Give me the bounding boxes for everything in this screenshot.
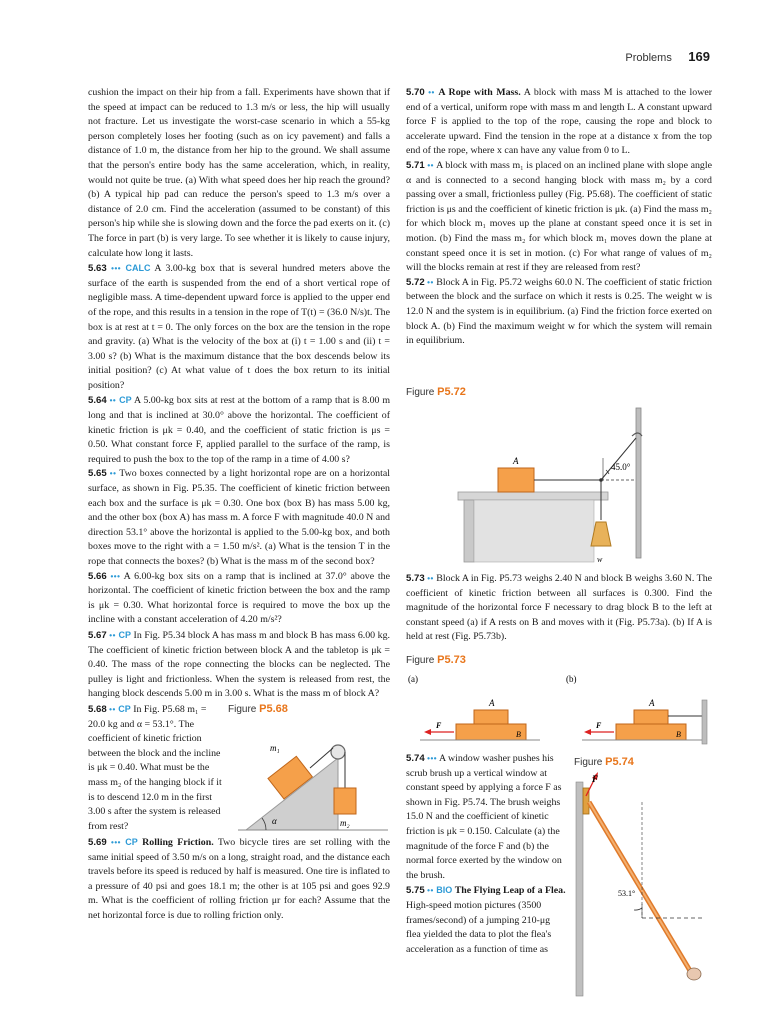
problem-tag: CP: [119, 395, 132, 406]
right-column: [406, 86, 712, 349]
label-b: B: [676, 730, 681, 739]
problem-text: A 6.00-kg box sits on a ramp that is inclined at 37.0° above the horizontal. The coefficient of kinetic friction between the box and the ramp is μk = 0.30. What horizontal force is required to move the box up the incline with a constant acceleration of 4.20 m/s²?: [88, 570, 390, 626]
problem-5-73: [406, 572, 712, 645]
difficulty-dots: ••: [427, 574, 434, 583]
problem-tag: CP: [125, 836, 138, 847]
label-angle: 45.0°: [611, 462, 631, 472]
problem-text: Block A in Fig. P5.73 weighs 2.40 N and block B weighs 3.60 N. The coefficient of kinetic friction between all surfaces is 0.300. Find the magnitude of the horizontal force F necessary to drag block B to the left at constant speed (a) if A rests on B and moves with it (Fig. P5.73a). (b) If A is held at rest (Fig. P5.73b).: [406, 573, 713, 643]
problem-number: 5.64: [88, 395, 107, 407]
problem-5-71: [406, 159, 712, 276]
problem-number: 5.71: [406, 159, 425, 171]
label-w: w: [597, 555, 603, 564]
problem-5-75: [406, 883, 566, 957]
difficulty-dots: ••: [109, 704, 116, 714]
difficulty-dots: ••: [109, 469, 117, 479]
problem-title: Rolling Friction.: [142, 836, 214, 848]
incline-pulley-diagram: [228, 718, 390, 836]
page-header: [625, 48, 710, 66]
right-column-lower: [406, 572, 712, 645]
problem-5-66: [88, 570, 390, 628]
problem-text: In Fig. P5.34 block A has mass m and block B has mass 6.00 kg. The coefficient of kinetic friction between block A and the tabletop is μk = 0.40. The mass of the rope connecting the blocks can be neglected. The pulley is light and frictionless. When the system is released from rest, the hanging block descends 5.00 m in 3.00 s. What is the mass m of block A?: [88, 629, 391, 700]
problem-number: 5.66: [88, 570, 107, 582]
difficulty-dots: •••: [111, 837, 121, 847]
block-table-weight-diagram: [406, 398, 712, 574]
problem-text: High-speed motion pictures (3500 frames/second) of a jumping 210-μg flea yielded the data to plot the flea's acceleration as a function of time as: [406, 899, 552, 955]
problem-5-64: [88, 393, 390, 467]
label-a: A: [649, 698, 655, 708]
label-angle: 53.1°: [618, 889, 636, 898]
figure-p5-74: [574, 756, 714, 1003]
problem-number: 5.68: [88, 703, 107, 715]
problem-title: The Flying Leap of a Flea.: [454, 885, 566, 897]
problem-text: A window washer pushes his scrub brush up a vertical window at constant speed by applying a force F as shown in Fig. P5.74. The brush weighs 15.0 N and the coefficient of kinetic friction is μk = 0.150. Calculate (a) the magnitude of the force F and (b) the normal force exerted by the window on the brush.: [406, 753, 562, 881]
problem-number: 5.75: [406, 885, 425, 897]
problem-text: Two boxes connected by a light horizontal rope are on a horizontal surface, as shown in Fig. P5.35. The coefficient of kinetic friction between each box and the surface is μk = 0.30. One box (box B) has mass 5.00 kg, and the other box (box A) has mass m. A force F with magnitude 40.0 N and direction 53.1° above the horizontal is applied to the 5.00-kg box, and both boxes move to the right with a = 1.50 m/s². (a) What is the tension T in the rope that connects the boxes? (b) What is the mass m of the second box?: [88, 468, 390, 567]
difficulty-dots: ••: [427, 886, 434, 896]
header-title: Problems: [625, 52, 672, 64]
label-a: A: [513, 456, 519, 466]
difficulty-dots: ••: [109, 396, 117, 406]
problem-tag: CP: [118, 629, 131, 640]
problem-tag: CP: [118, 703, 131, 714]
figure-label: Figure P5.74: [574, 756, 634, 768]
problem-number: 5.72: [406, 276, 425, 288]
problem-number: 5.65: [88, 468, 107, 480]
difficulty-dots: ••: [427, 160, 434, 170]
label-b: B: [516, 730, 521, 739]
problem-number: 5.63: [88, 263, 107, 275]
problem-text: A block with mass M is attached to the lower end of a vertical, uniform rope with mass m and length L. A constant upward force F is applied to the top of the rope, causing the rope and block to accelerate upward. Find the tension in the rope at a distance x from the top end of the rope, where x can have any value from 0 to L.: [406, 87, 713, 157]
problem-text: Two bicycle tires are set rolling with the same initial speed of 3.50 m/s on a long, straight road, and the distance each travels before its speed is reduced by half is measured. One tire is inflated to a pressure of 40 psi and goes 18.1 m; the other is at 105 psi and goes 92.9 m. What is the coefficient of rolling friction μr for each? Assume that the net horizontal force is due to rolling friction only.: [88, 836, 391, 921]
problem-text: In Fig. P5.68 m₁ = 20.0 kg and α = 53.1°. The coefficient of kinetic friction between the block and the incline is μk = 0.40. What must be the mass m₂ of the hanging block if it is to descend 12.0 m in the first 3.00 s after the system is released from rest?: [88, 703, 222, 832]
label-f: F: [592, 774, 599, 784]
window-brush-diagram: [574, 768, 714, 998]
figure-p5-73: [406, 654, 712, 763]
left-column: [88, 86, 390, 924]
label-a: A: [489, 698, 495, 708]
problem-text: A 3.00-kg box that is several hundred meters above the surface of the earth is suspended from the end of a short vertical rope of negligible mass. A time-dependent upward force is applied to the upper end of the rope, and this results in a tension in the rope of T(t) = (36.0 N/s)t. The box is at rest at t = 0. The only forces on the box are the tension in the rope and gravity. (a) What is the velocity of the box at (i) t = 1.00 s and (ii) t = 3.00 s? (b) What is the maximum distance that the box descends below its initial position? (c) At what value of t does the box return to its initial position?: [88, 263, 390, 391]
label-m1: m₁: [270, 742, 280, 753]
problem-text: Block A in Fig. P5.72 weighs 60.0 N. The coefficient of static friction between the block and the surface on which it rests is 0.25. The weight w is 12.0 N and the system is in equilibrium. (a) Find the friction force exerted on block A. (b) Find the maximum weight w for which the system will remain in equilibrium.: [406, 276, 712, 347]
difficulty-dots: •••: [110, 571, 121, 581]
figure-label: Figure P5.73: [406, 654, 466, 666]
problem-number: 5.70: [406, 87, 425, 98]
difficulty-dots: •••: [427, 754, 438, 763]
label-m2: m₂: [340, 817, 350, 828]
page-number: 169: [688, 49, 710, 64]
label-f: F: [596, 721, 602, 730]
problem-text: A 5.00-kg box sits at rest at the bottom of a ramp that is 8.00 m long and that is inclined at 30.0° above the horizontal. The coefficient of kinetic friction is μk = 0.40, and the coefficient of static friction is μs = 0.50. What constant force F, applied parallel to the surface of the ramp, is required to push the box to the top of the ramp in a time of 4.00 s?: [88, 395, 391, 465]
problem-5-74: [406, 752, 566, 883]
difficulty-dots: ••: [109, 630, 116, 640]
problem-tag: BIO: [436, 885, 453, 896]
difficulty-dots: ••: [427, 277, 434, 287]
label-f: F: [436, 721, 442, 730]
two-block-diagrams: [406, 666, 712, 758]
problem-number: 5.67: [88, 629, 107, 641]
problem-5-72: [406, 276, 712, 349]
problem-number: 5.69: [88, 836, 107, 848]
problem-5-65: [88, 467, 390, 569]
problem-tag: CALC: [125, 263, 151, 274]
figure-p5-68: [228, 702, 390, 841]
difficulty-dots: ••: [428, 88, 435, 97]
problem-5-70: [406, 86, 712, 159]
problem-5-62-continued: cushion the impact on their hip from a fall. Experiments have shown that if the speed at impact can be reduced to 1.3 m/s or less, the hip will usually not fracture. Let us investigate the worst-case scenario in which a 55-kg person completely loses her footing (such as on icy pavement) and falls a distance of 1.0 m, the distance from her hip to the ground. We shall assume that the person's entire body has the same acceleration, which, in reality, would not quite be true. (a) With what speed does her hip reach the ground? (b) A typical hip pad can reduce the person's speed to 1.3 m/s over a distance of 2.0 cm. Find the acceleration (assumed to be constant) of this person's hip while she is slowing down and the force the pad exerts on it. (c) The force in part (b) is very large. To see whether it is likely to cause injury, calculate how long it lasts.: [88, 87, 390, 259]
problem-title: A Rope with Mass.: [438, 87, 521, 98]
problem-number: 5.74: [406, 753, 425, 764]
panel-a-label: (a): [408, 674, 418, 684]
figure-label: Figure P5.68: [228, 702, 288, 715]
problem-5-63: [88, 261, 390, 393]
problem-text: A block with mass m₁ is placed on an inclined plane with slope angle α and is connected to a second hanging block with mass m₂ by a cord passing over a small, frictionless pulley (Fig. P5.68). The coefficient of static friction is μs and the coefficient of kinetic friction is μk. (a) Find the mass m₂ for which block m₁ moves up the plane at constant speed once it is set in motion. (b) Find the mass m₂ for which block m₁ moves down the plane at constant speed once it is set in motion. (c) For what range of values of m₂ will the blocks remain at rest if they are released from rest?: [406, 159, 712, 274]
problem-5-68: [88, 702, 222, 834]
panel-b-label: (b): [566, 674, 577, 684]
figure-label: Figure P5.72: [406, 386, 466, 398]
problem-5-67: [88, 628, 390, 702]
label-alpha: α: [272, 815, 277, 826]
problem-5-69: [88, 835, 390, 924]
problem-number: 5.73: [406, 573, 425, 584]
difficulty-dots: •••: [111, 264, 122, 274]
figure-p5-72: [406, 386, 712, 579]
right-column-bottom: [406, 752, 566, 957]
problem-5-68-wrap: [88, 702, 390, 835]
